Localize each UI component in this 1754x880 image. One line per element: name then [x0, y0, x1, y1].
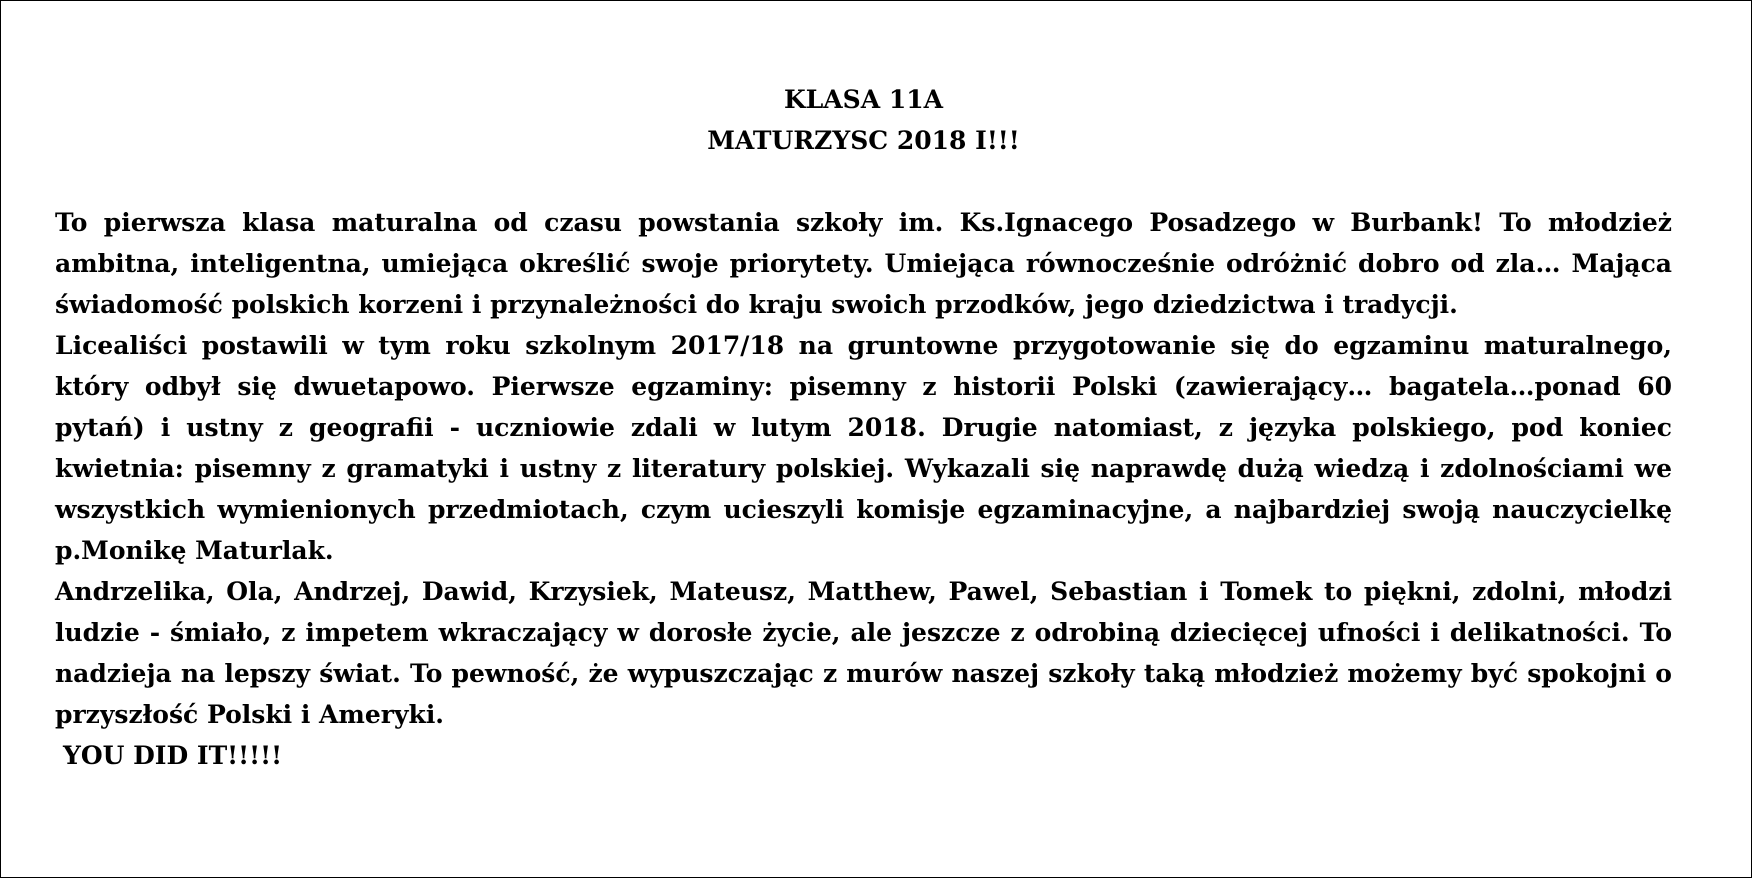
title-spacer — [55, 161, 1672, 202]
document-body — [55, 79, 1672, 776]
title-class: KLASA 11A — [783, 85, 944, 114]
paragraph-exams: Licealiści postawili w tym roku szkolnym 2017/18 na gruntowne przygotowanie się do egzaminu maturalnego, który odbył się dwuetapowo. Pierwsze egzaminy: pisemny z historii Polski (zawierający… bagatela…ponad 60 pytań) i ustny z geografii - uczniowie zdali w lutym 2018. Drugie natomiast, z języka polskiego, pod koniec kwietnia: pisemny z gramatyki i ustny z literatury polskiej. Wykazali się naprawdę dużą wiedzą i zdolnościami we wszystkich wymienionych przedmiotach, czym ucieszyli komisje egzaminacyjne, a najbardziej swoją nauczycielkę p.Monikę Maturlak. — [55, 331, 1672, 565]
title-graduates: MATURZYSC 2018 I!!! — [707, 126, 1020, 155]
paragraph-intro: To pierwsza klasa maturalna od czasu powstania szkoły im. Ks.Ignacego Posadzego w Burbank! To młodzież ambitna, inteligentna, umiejąca określić swoje priorytety. Umiejąca równocześnie odróżnić dobro od zla… Mająca świadomość polskich korzeni i przynależności do kraju swoich przodków, jego dziedzictwa i tradycji. — [55, 208, 1672, 319]
paragraph-students: Andrzelika, Ola, Andrzej, Dawid, Krzysiek, Mateusz, Matthew, Pawel, Sebastian i Tomek to piękni, zdolni, młodzi ludzie - śmiało, z impetem wkraczający w dorosłe życie, ale jeszcze z odrobiną dziecięcej ufności i delikatności. To nadzieja na lepszy świat. To pewność, że wypuszczając z murów naszej szkoły taką młodzież możemy być spokojni o przyszłość Polski i Ameryki. — [55, 577, 1672, 729]
closing-line: YOU DID IT!!!!! — [63, 741, 283, 770]
